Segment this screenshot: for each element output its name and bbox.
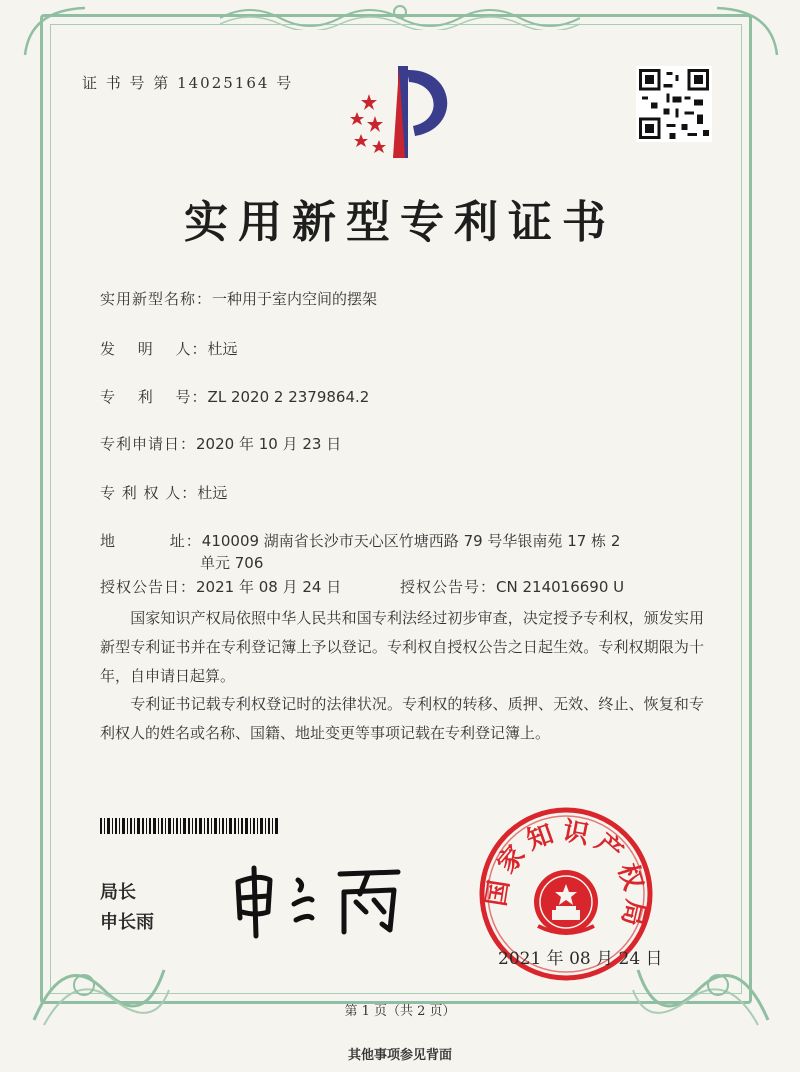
barcode-icon (100, 818, 280, 834)
patentee-row (100, 482, 227, 503)
grant-date-value: 2021 年 08 月 24 日 (196, 578, 342, 596)
utility-model-name-label: 实用新型名称： (100, 290, 213, 308)
page-number: 第 1 页（共 2 页） (344, 1004, 456, 1019)
seal-text: 国家知识产权局 (481, 816, 651, 935)
grant-number-value: CN 214016690 U (496, 578, 625, 596)
patent-number-label: 专 利 号： (100, 388, 208, 406)
utility-model-name-row (100, 288, 377, 309)
handwritten-signature (228, 860, 408, 940)
grant-date-row (100, 576, 341, 597)
inventor-value: 杜远 (207, 340, 238, 358)
patent-number-row (100, 386, 369, 407)
body-paragraph-2: 专利证书记载专利权登记时的法律状况。专利权的转移、质押、无效、终止、恢复和专利权人的姓名或名称、国籍、地址变更等事项记载在专利登记簿上。 (100, 695, 704, 742)
address-row (100, 530, 620, 551)
patent-number-value: ZL 2020 2 2379864.2 (207, 388, 370, 406)
address-label: 地 址： (100, 532, 202, 550)
director-title: 局长 (100, 882, 136, 903)
certificate-title: 实用新型专利证书 (184, 197, 616, 248)
inventor-label: 发 明 人： (100, 340, 208, 358)
filing-date-label: 专利申请日： (100, 435, 197, 453)
top-ornament-icon (220, 0, 580, 30)
grant-number-label: 授权公告号： (400, 578, 497, 596)
body-paragraph-1: 国家知识产权局依照中华人民共和国专利法经过初步审查，决定授予专利权，颁发实用新型专利证书并在专利登记簿上予以登记。专利权自授权公告之日起生效。专利权期限为十年，自申请日起算。 (100, 609, 704, 685)
qr-code-icon (636, 66, 712, 142)
director-name: 申长雨 (100, 912, 154, 933)
seal-date: 2021 年 08 月 24 日 (498, 949, 663, 969)
grant-number-row (400, 576, 624, 597)
cnipa-logo-icon (335, 58, 465, 168)
address-line2: 单元 706 (200, 554, 264, 572)
utility-model-name-value: 一种用于室内空间的摆架 (212, 290, 378, 308)
patentee-label: 专 利 权 人： (100, 484, 198, 502)
address-value-line1: 410009 湖南省长沙市天心区竹塘西路 79 号华银南苑 17 栋 2 (201, 532, 621, 550)
filing-date-row (100, 433, 341, 454)
footer-note: 其他事项参见背面 (347, 1048, 452, 1063)
inventor-row (100, 338, 238, 359)
certificate-number: 证 书 号 第 14025164 号 (82, 74, 294, 92)
grant-date-label: 授权公告日： (100, 578, 197, 596)
top-left-ornament-icon (20, 0, 90, 60)
filing-date-value: 2020 年 10 月 23 日 (196, 435, 342, 453)
top-right-ornament-icon (712, 0, 782, 60)
patentee-value: 杜远 (197, 484, 228, 502)
